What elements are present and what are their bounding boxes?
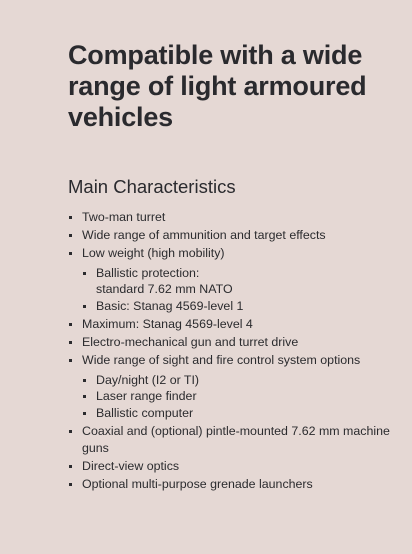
- list-item-text: Coaxial and (optional) pintle-mounted 7.62 mm machine guns: [82, 424, 390, 455]
- list-item-text: Direct-view optics: [82, 458, 180, 473]
- list-item: [68, 334, 398, 351]
- list-item-text: Maximum: Stanag 4569-level 4: [82, 317, 253, 331]
- list-item-text: Two-man turret: [82, 210, 166, 224]
- list-item: [68, 423, 398, 456]
- list-item-text: Optional multi-purpose grenade launchers: [82, 476, 313, 491]
- list-item: [68, 476, 398, 493]
- list-item-text: Electro-mechanical gun and turret drive: [82, 335, 299, 349]
- sub-list-item-text: Day/night (I2 or TI): [96, 372, 200, 387]
- sub-list-item: [82, 298, 398, 315]
- sub-list-item-text: Basic: Stanag 4569-level 1: [96, 298, 244, 313]
- list-item-text: Wide range of ammunition and target effects: [82, 228, 326, 242]
- sub-list-item: [82, 265, 398, 298]
- list-item-text: Wide range of sight and fire control system options: [82, 353, 361, 367]
- sub-list: [82, 372, 398, 422]
- list-item-text: Low weight (high mobility): [82, 246, 225, 260]
- page-heading: Compatible with a wide range of light armoured vehicles: [68, 40, 367, 132]
- sub-list-item-text: Ballistic computer: [96, 405, 194, 420]
- sub-list: [82, 265, 398, 315]
- list-item: [68, 245, 398, 314]
- section-heading: Main Characteristics: [68, 176, 236, 197]
- characteristics-list: [68, 209, 398, 494]
- sub-list-item: [82, 388, 398, 405]
- list-item: [68, 316, 398, 333]
- list-item: [68, 458, 398, 475]
- sub-list-item-text: Ballistic protection:: [96, 265, 200, 280]
- sub-list-item-text: Laser range finder: [96, 389, 197, 403]
- sub-list-item-text: standard 7.62 mm NATO: [96, 282, 233, 296]
- list-item: [68, 227, 398, 244]
- sub-list-item: [82, 405, 398, 422]
- sub-list-item: [82, 372, 398, 389]
- list-item: [68, 352, 398, 421]
- list-item: [68, 209, 398, 226]
